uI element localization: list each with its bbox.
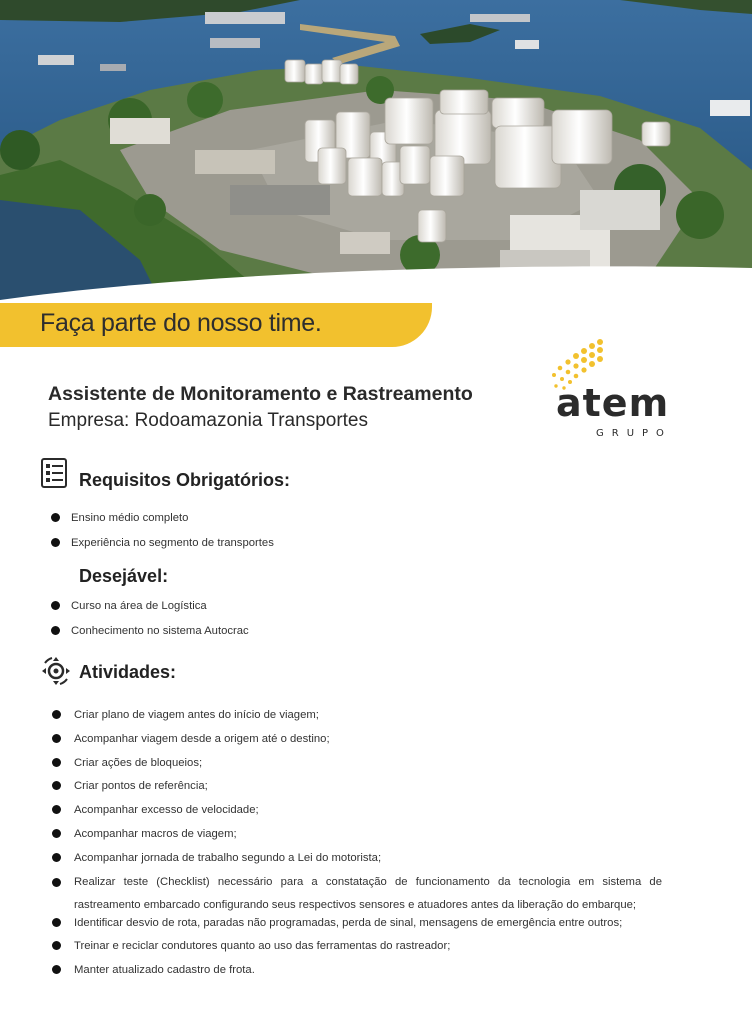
list-item: Conhecimento no sistema Autocrac [71,625,249,650]
list-item: Experiência no segmento de transportes [71,537,274,562]
bullet-icon [52,781,61,790]
bullet-icon [52,918,61,927]
list-item: Acompanhar excesso de velocidade; [74,804,662,828]
desirable-list [71,600,249,650]
list-item: Acompanhar jornada de trabalho segundo a Lei do motorista; [74,852,662,876]
requirements-heading: Requisitos Obrigatórios: [79,470,291,490]
activities-list [74,709,662,988]
list-item: Criar ações de bloqueios; [74,757,662,781]
requirements-list [71,512,274,562]
bullet-icon [51,513,60,522]
list-item: Criar plano de viagem antes do início de viagem; [74,709,662,733]
gear-recycle-icon [40,655,70,687]
checklist-icon [40,457,70,489]
bullet-icon [52,758,61,767]
company-name: Empresa: Rodoamazonia Transportes [48,410,368,431]
list-item: Identificar desvio de rota, paradas não programadas, perda de sinal, mensagens de emergência entre outros; [74,917,662,941]
svg-text:atem: atem [556,381,670,425]
list-item: Criar pontos de referência; [74,780,662,804]
list-item: Treinar e reciclar condutores quanto ao uso das ferramentas do rastreador; [74,940,662,964]
bullet-icon [52,941,61,950]
activities-heading: Atividades: [79,662,177,682]
bullet-icon [51,538,60,547]
bullet-icon [52,805,61,814]
atem-grupo-logo [548,336,724,440]
bullet-icon [52,829,61,838]
list-item: Acompanhar macros de viagem; [74,828,662,852]
bullet-icon [51,626,60,635]
banner-tagline: Faça parte do nosso time. [40,309,322,337]
bullet-icon [52,710,61,719]
bullet-icon [52,878,61,887]
list-item: Acompanhar viagem desde a origem até o destino; [74,733,662,757]
svg-text:GRUPO: GRUPO [596,428,672,439]
list-item: Realizar teste (Checklist) necessário para a constatação de funcionamento da tecnologia em sistema de rastreamento embarcado configurando seus respectivos sensores e atuadores antes da liberação do embarque; [74,871,662,918]
bullet-icon [52,853,61,862]
list-item: Ensino médio completo [71,512,274,537]
list-item: Manter atualizado cadastro de frota. [74,964,662,988]
bullet-icon [52,734,61,743]
job-title: Assistente de Monitoramento e Rastreamento [48,383,473,405]
bullet-icon [52,965,61,974]
desirable-heading: Desejável: [79,566,169,586]
bullet-icon [51,601,60,610]
aerial-photo-fuel-terminal [0,0,752,300]
list-item: Curso na área de Logística [71,600,249,625]
